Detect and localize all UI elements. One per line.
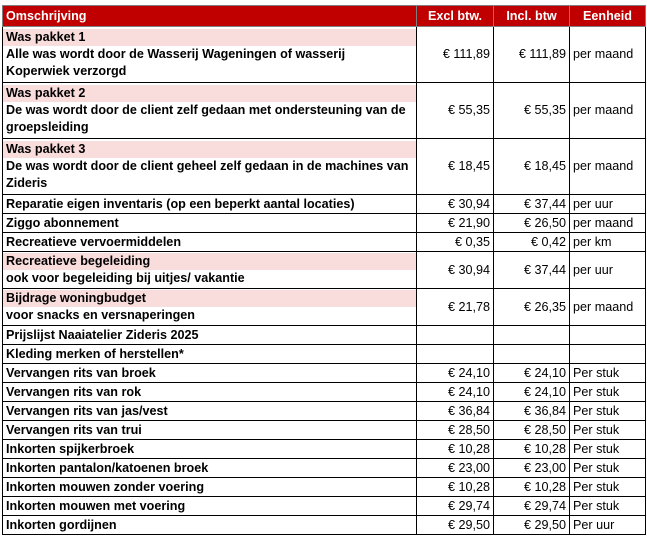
row-title: Was pakket 2 [3, 85, 416, 102]
price-excl-btw: € 21,78 [417, 289, 494, 326]
price-incl-btw: € 10,28 [494, 440, 570, 459]
row-title: Inkorten gordijnen [6, 517, 117, 532]
price-unit: Per stuk [570, 364, 646, 383]
price-excl-btw [417, 326, 494, 345]
row-description [3, 478, 417, 497]
row-title: Inkorten mouwen zonder voering [6, 479, 205, 494]
row-title: Prijslijst Naaiatelier Zideris 2025 [6, 327, 199, 342]
price-incl-btw [494, 326, 570, 345]
row-description [3, 402, 417, 421]
table-row [3, 345, 646, 364]
row-title: Vervangen rits van trui [6, 422, 142, 437]
price-incl-btw: € 24,10 [494, 383, 570, 402]
row-description [3, 364, 417, 383]
price-excl-btw: € 111,89 [417, 27, 494, 83]
table-row [3, 326, 646, 345]
table-row [3, 83, 646, 139]
price-unit: per uur [570, 195, 646, 214]
table-row [3, 383, 646, 402]
row-subtext: De was wordt door de client geheel zelf gedaan in de machines van [6, 159, 409, 173]
table-row [3, 364, 646, 383]
price-incl-btw: € 28,50 [494, 421, 570, 440]
table-body [3, 27, 646, 535]
price-excl-btw: € 28,50 [417, 421, 494, 440]
price-incl-btw: € 18,45 [494, 139, 570, 195]
header-excl-btw: Excl btw. [417, 6, 494, 27]
price-unit: Per stuk [570, 478, 646, 497]
row-subtext: Alle was wordt door de Wasserij Wageningen of wasserij [6, 47, 346, 61]
row-description [3, 383, 417, 402]
row-description [3, 326, 417, 345]
price-unit: Per stuk [570, 383, 646, 402]
row-description [3, 497, 417, 516]
row-description [3, 139, 417, 195]
price-incl-btw: € 26,50 [494, 214, 570, 233]
table-row [3, 402, 646, 421]
price-excl-btw [417, 345, 494, 364]
table-row [3, 516, 646, 535]
table-row [3, 440, 646, 459]
price-excl-btw: € 30,94 [417, 195, 494, 214]
price-excl-btw: € 29,50 [417, 516, 494, 535]
row-title: Reparatie eigen inventaris (op een beperkt aantal locaties) [6, 196, 355, 211]
price-incl-btw: € 55,35 [494, 83, 570, 139]
table-row [3, 252, 646, 289]
price-unit: Per stuk [570, 459, 646, 478]
table-row [3, 289, 646, 326]
row-description [3, 27, 417, 83]
price-incl-btw: € 111,89 [494, 27, 570, 83]
price-unit: Per stuk [570, 440, 646, 459]
row-description [3, 516, 417, 535]
header-description: Omschrijving [3, 6, 417, 27]
price-excl-btw: € 24,10 [417, 383, 494, 402]
table-row [3, 459, 646, 478]
price-incl-btw [494, 345, 570, 364]
row-title: Inkorten mouwen met voering [6, 498, 186, 513]
price-incl-btw: € 37,44 [494, 252, 570, 289]
row-description [3, 345, 417, 364]
row-title: Vervangen rits van broek [6, 365, 156, 380]
row-title: Recreatieve vervoermiddelen [6, 234, 182, 249]
price-unit: per km [570, 233, 646, 252]
row-subtext: ook voor begeleiding bij uitjes/ vakantie [6, 271, 245, 285]
row-title: Recreatieve begeleiding [3, 253, 416, 270]
row-description [3, 252, 417, 289]
price-unit: per uur [570, 252, 646, 289]
price-excl-btw: € 0,35 [417, 233, 494, 252]
price-excl-btw: € 55,35 [417, 83, 494, 139]
table-row [3, 421, 646, 440]
table-row [3, 233, 646, 252]
price-excl-btw: € 23,00 [417, 459, 494, 478]
price-excl-btw: € 21,90 [417, 214, 494, 233]
price-unit: Per stuk [570, 402, 646, 421]
row-description [3, 289, 417, 326]
row-subtext: De was wordt door de client zelf gedaan met ondersteuning van de [6, 103, 406, 117]
price-excl-btw: € 10,28 [417, 478, 494, 497]
row-subtext: voor snacks en versnaperingen [6, 308, 195, 322]
price-excl-btw: € 30,94 [417, 252, 494, 289]
row-title: Was pakket 1 [3, 29, 416, 46]
row-title: Inkorten pantalon/katoenen broek [6, 460, 209, 475]
price-incl-btw: € 29,50 [494, 516, 570, 535]
row-description [3, 233, 417, 252]
price-incl-btw: € 0,42 [494, 233, 570, 252]
price-unit [570, 345, 646, 364]
row-title: Inkorten spijkerbroek [6, 441, 135, 456]
price-unit: per maand [570, 289, 646, 326]
row-description [3, 195, 417, 214]
header-unit: Eenheid [570, 6, 646, 27]
price-unit: per maand [570, 139, 646, 195]
row-title: Ziggo abonnement [6, 215, 119, 230]
price-incl-btw: € 10,28 [494, 478, 570, 497]
table-row [3, 27, 646, 83]
price-excl-btw: € 36,84 [417, 402, 494, 421]
price-incl-btw: € 23,00 [494, 459, 570, 478]
row-subtext: Zideris [6, 176, 48, 190]
row-title: Was pakket 3 [3, 141, 416, 158]
row-description [3, 83, 417, 139]
price-incl-btw: € 36,84 [494, 402, 570, 421]
row-description [3, 214, 417, 233]
price-incl-btw: € 26,35 [494, 289, 570, 326]
row-title: Kleding merken of herstellen* [6, 346, 184, 361]
row-description [3, 459, 417, 478]
row-description [3, 421, 417, 440]
row-title: Vervangen rits van rok [6, 384, 142, 399]
price-unit: Per uur [570, 516, 646, 535]
price-unit: per maand [570, 214, 646, 233]
row-title: Vervangen rits van jas/vest [6, 403, 168, 418]
table-row [3, 478, 646, 497]
price-excl-btw: € 29,74 [417, 497, 494, 516]
price-excl-btw: € 18,45 [417, 139, 494, 195]
price-unit: Per stuk [570, 421, 646, 440]
row-subtext: Koperwiek verzorgd [6, 64, 127, 78]
price-unit: per maand [570, 83, 646, 139]
row-title: Bijdrage woningbudget [3, 290, 416, 307]
price-unit: per maand [570, 27, 646, 83]
price-table [2, 5, 646, 535]
price-incl-btw: € 37,44 [494, 195, 570, 214]
price-excl-btw: € 10,28 [417, 440, 494, 459]
price-incl-btw: € 24,10 [494, 364, 570, 383]
price-unit: Per stuk [570, 497, 646, 516]
table-row [3, 497, 646, 516]
price-unit [570, 326, 646, 345]
table-row [3, 195, 646, 214]
row-subtext: groepsleiding [6, 120, 89, 134]
header-incl-btw: Incl. btw [494, 6, 570, 27]
table-row [3, 139, 646, 195]
price-excl-btw: € 24,10 [417, 364, 494, 383]
header-row [3, 6, 646, 27]
table-row [3, 214, 646, 233]
row-description [3, 440, 417, 459]
price-incl-btw: € 29,74 [494, 497, 570, 516]
